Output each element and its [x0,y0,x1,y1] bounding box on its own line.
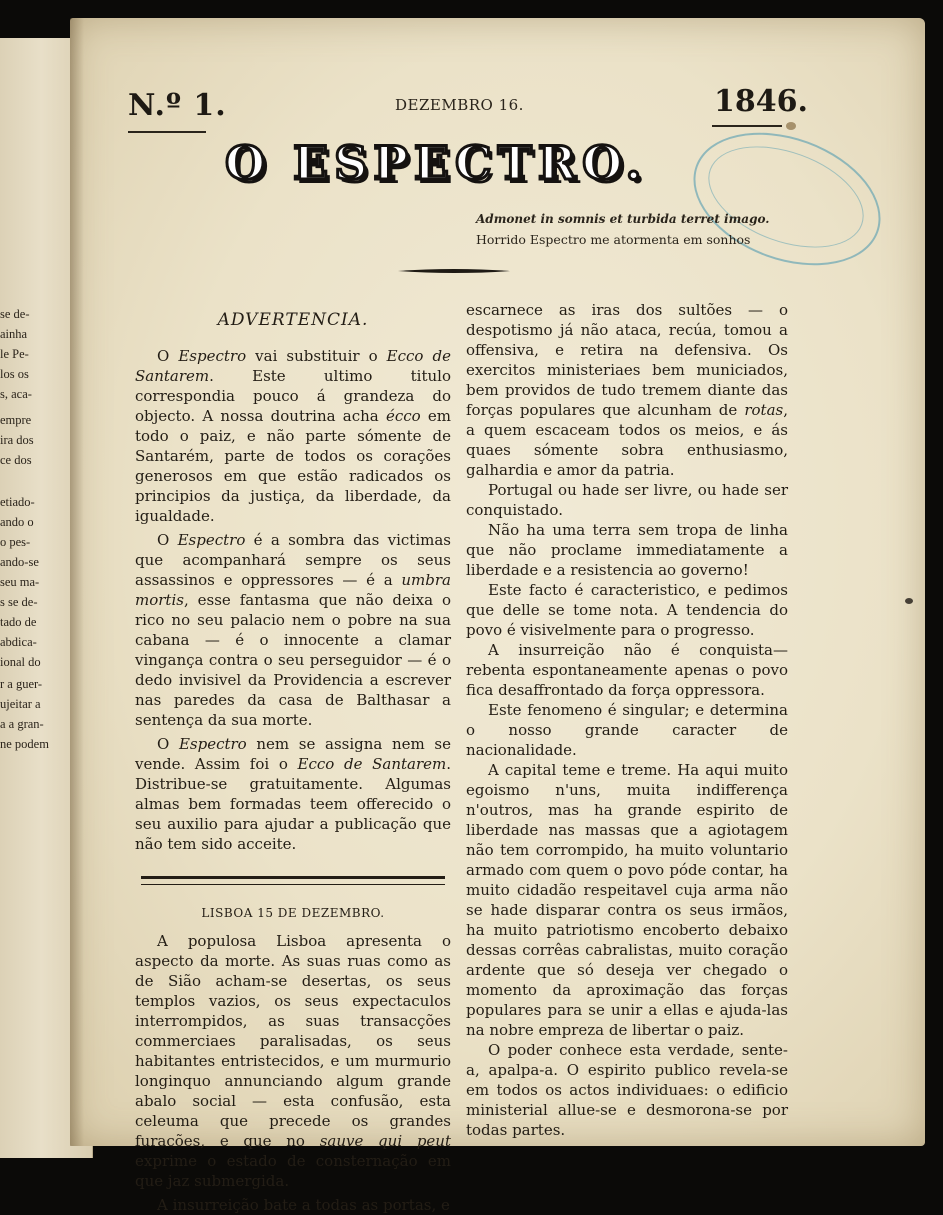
year-rule [712,125,782,127]
page-fold-shadow [70,18,84,1146]
section-divider [141,876,445,885]
adjacent-page-fragment: seu ma- [0,575,40,589]
epigraph-latin: Admonet in somnis et turbida terret imago. [476,212,770,226]
adjacent-page-fragment: ando o [0,515,34,529]
adjacent-page-fragment: a a gran- [0,717,44,731]
left-column [135,302,451,1215]
adjacent-page-fragment: se de- [0,307,30,321]
adjacent-page-fragment: o pes- [0,535,31,549]
ink-stain [905,598,913,604]
lisboa-dateline: LISBOA 15 DE DEZEMBRO. [201,906,385,920]
masthead-title: O ESPECTRO. [225,136,648,190]
advertencia-paragraph-3: O Espectro nem se assigna nem se vende. Assim foi o Ecco de Santarem. Distribue-se gratuitamente. Algumas almas bem formadas teem offerecido o seu auxilio para ajudar a publicação que não tem sido acceite. [135,735,451,853]
adjacent-page-fragment: abdica- [0,635,37,649]
right-paragraph-5: A insurreição não é conquista—rebenta espontaneamente apenas o povo fica desaffrontado da força oppressora. [466,641,788,699]
header-ornament-rule [398,268,510,274]
issue-number: N.º 1. [128,88,227,123]
adjacent-page-fragment: ira dos [0,433,34,447]
right-paragraph-2: Portugal ou hade ser livre, ou hade ser conquistado. [466,481,788,519]
adjacent-page-fragment: ne podem [0,737,49,751]
right-paragraph-3: Não ha uma terra sem tropa de linha que não proclame immediatamente a liberdade e a resistencia ao governo! [466,521,788,579]
section-title-advertencia: ADVERTENCIA. [217,310,369,330]
right-paragraph-4: Este facto é caracteristico, e pedimos que delle se tome nota. A tendencia do povo é visivelmente para o progresso. [466,581,788,639]
issue-rule [128,131,206,133]
adjacent-page-fragment: s, aca- [0,387,32,401]
right-paragraph-8: O poder conhece esta verdade, sente-a, apalpa-a. O espirito publico revela-se em todos os actos individuaes: o edificio ministerial allue-se e desmorona-se por todas partes. [466,1041,788,1139]
adjacent-page-fragment: ujeitar a [0,697,41,711]
adjacent-page-fragment: empre [0,413,32,427]
adjacent-page-fragment: r a guer- [0,677,43,691]
right-paragraph-7: A capital teme e treme. Ha aqui muito egoismo n'uns, muita indifferença n'outros, mas ha grande espirito de liberdade nas massas que a agiotagem não tem corrompido, ha muito voluntario armado com quem o povo póde contar, ha muito cidadão respeitavel cuja arma não se hade disparar contra os seus irmãos, ha muito patriotismo encoberto debaixo dessas corrêas cabralistas, muito coração ardente que só deseja ver chegado o momento da aproximação das forças populares para se unir a ellas e ajuda-las na nobre empreza de libertar o paiz. [466,761,788,1039]
adjacent-page-fragment: etiado- [0,495,35,509]
adjacent-page-fragment: ando-se [0,555,39,569]
issue-year: 1846. [714,84,808,119]
right-paragraph-1: escarnece as iras dos sultões — o despotismo já não ataca, recúa, tomou a offensiva, e retira na defensiva. Os exercitos ministeriaes bem municiados, bem providos de tudo tremem diante das forças populares que alcunham de rotas, a quem escaceam todos os meios, e ás quaes sómente sobra enthusiasmo, galhardia e amor da patria. [466,301,788,479]
adjacent-page-fragment: los os [0,367,29,381]
epigraph-portuguese: Horrido Espectro me atormenta em sonhos [476,232,751,247]
adjacent-page-fragment: ional do [0,655,41,669]
adjacent-page-fragment: ainha [0,327,28,341]
adjacent-page-fragment: le Pe- [0,347,29,361]
right-paragraph-6: Este fenomeno é singular; e determina o nosso grande caracter de nacionalidade. [466,701,788,759]
adjacent-page-fragment: ce dos [0,453,32,467]
adjacent-page-fragment: tado de [0,615,37,629]
lisboa-paragraph-2: A insurreição bate a todas as portas, e [157,1196,450,1214]
issue-date: DEZEMBRO 16. [395,96,524,114]
adjacent-page-fragment: s se de- [0,595,38,609]
advertencia-paragraph-1: O Espectro vai substituir o Ecco de Santarem. Este ultimo titulo correspondia pouco á grandeza do objecto. A nossa doutrina acha écco em todo o paiz, e não parte sómente de Santarém, parte de todos os corações generosos em que estão radicados os principios da justiça, da liberdade, da igualdade. [135,347,451,525]
lisboa-paragraph-1: A populosa Lisboa apresenta o aspecto da morte. As suas ruas como as de Sião acham-se desertas, os seus templos vazios, os seus expectaculos interrompidos, as suas transacções commerciaes paralisadas, os seus habitantes entristecidos, e um murmurio longinquo annunciando algum grande abalo social — esta confusão, esta celeuma que precede os grandes furacões, e que no sauve qui peut exprime o estado de consternação em que jaz submergida. [135,932,451,1190]
ink-stain [786,122,796,130]
advertencia-paragraph-2: O Espectro é a sombra das victimas que acompanhará sempre os seus assassinos e oppressores — é a umbra mortis, esse fantasma que não deixa o rico no seu palacio nem o pobre na sua cabana — é o innocente a clamar vingança contra o seu perseguidor — é o dedo invisivel da Providencia a escrever nas paredes da casa de Balthasar a sentença da sua morte. [135,531,451,729]
right-column [466,300,788,1140]
